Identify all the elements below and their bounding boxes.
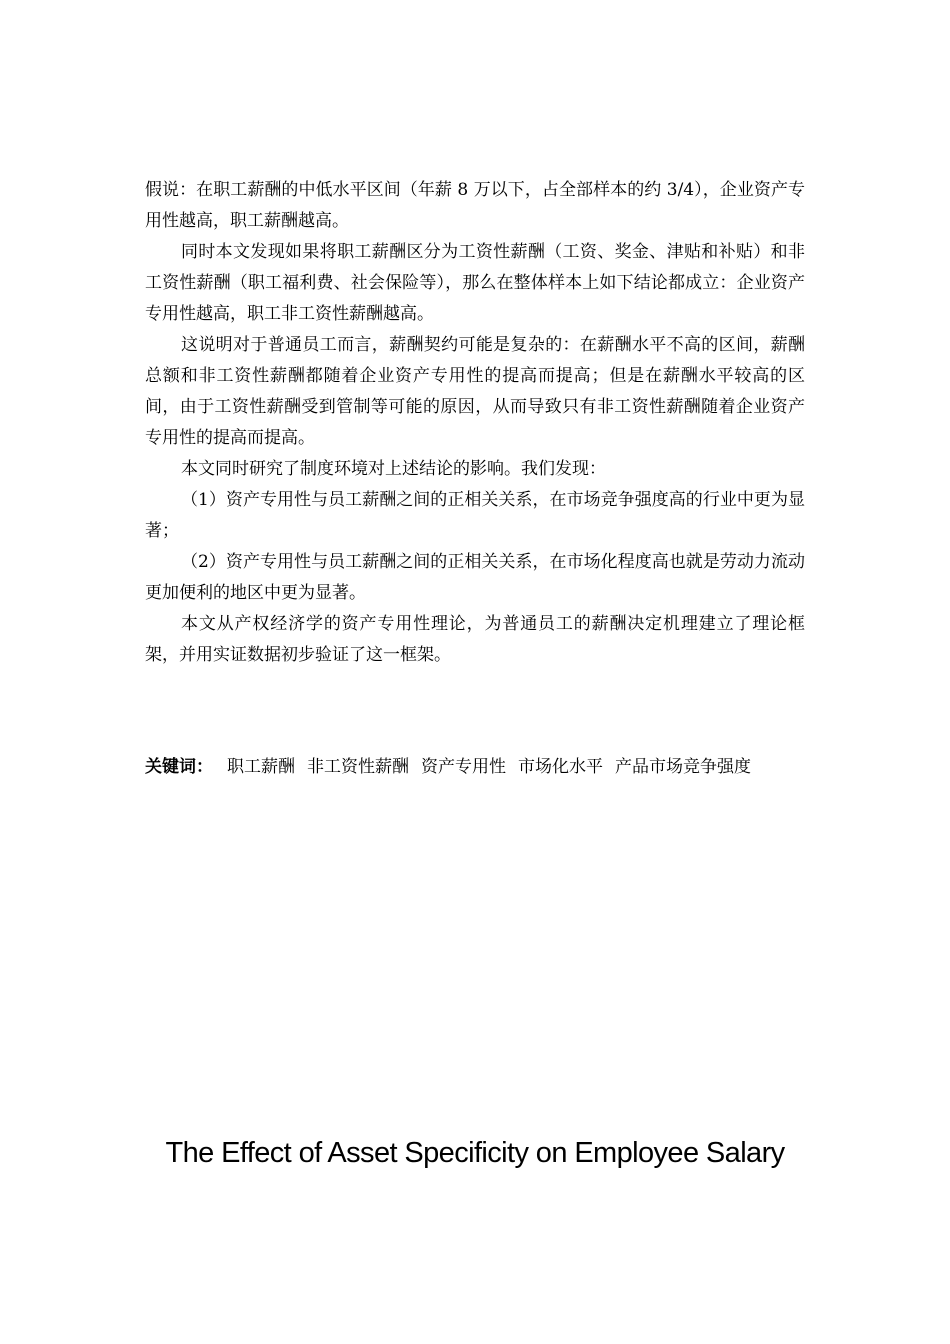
abstract-paragraph-2: 同时本文发现如果将职工薪酬区分为工资性薪酬（工资、奖金、津贴和补贴）和非工资性薪酬（职工福利费、社会保险等），那么在整体样本上如下结论都成立：企业资产专用性越高，职工非工资性薪酬越高。 xyxy=(145,242,805,324)
abstract-paragraph-4: 本文同时研究了制度环境对上述结论的影响。我们发现： xyxy=(181,459,606,479)
english-title: The Effect of Asset Specificity on Employee Salary xyxy=(165,1137,785,1169)
abstract-paragraph-1: 假说：在职工薪酬的中低水平区间（年薪 8 万以下，占全部样本的约 3/4），企业资产专用性越高，职工薪酬越高。 xyxy=(145,180,805,231)
keywords-section xyxy=(145,752,805,783)
keywords-line xyxy=(145,752,805,783)
keyword-item: 市场化水平 xyxy=(518,757,603,777)
keyword-item: 资产专用性 xyxy=(421,757,506,777)
abstract-paragraph-3: 这说明对于普通员工而言，薪酬契约可能是复杂的：在薪酬水平不高的区间，薪酬总额和非工资性薪酬都随着企业资产专用性的提高而提高；但是在薪酬水平较高的区间，由于工资性薪酬受到管制等可能的原因，从而导致只有非工资性薪酬随着企业资产专用性的提高而提高。 xyxy=(145,335,805,448)
keyword-item: 非工资性薪酬 xyxy=(307,757,409,777)
keywords-label: 关键词： xyxy=(145,757,213,777)
keyword-item: 职工薪酬 xyxy=(227,757,295,777)
abstract-paragraph-5: （1）资产专用性与员工薪酬之间的正相关关系，在市场竞争强度高的行业中更为显著； xyxy=(145,490,805,541)
keyword-item: 产品市场竞争强度 xyxy=(615,757,751,777)
abstract-paragraph-6: （2）资产专用性与员工薪酬之间的正相关关系，在市场化程度高也就是劳动力流动更加便利的地区中更为显著。 xyxy=(145,552,805,603)
abstract-paragraph-7: 本文从产权经济学的资产专用性理论，为普通员工的薪酬决定机理建立了理论框架，并用实证数据初步验证了这一框架。 xyxy=(145,614,805,665)
abstract-body xyxy=(145,175,805,671)
